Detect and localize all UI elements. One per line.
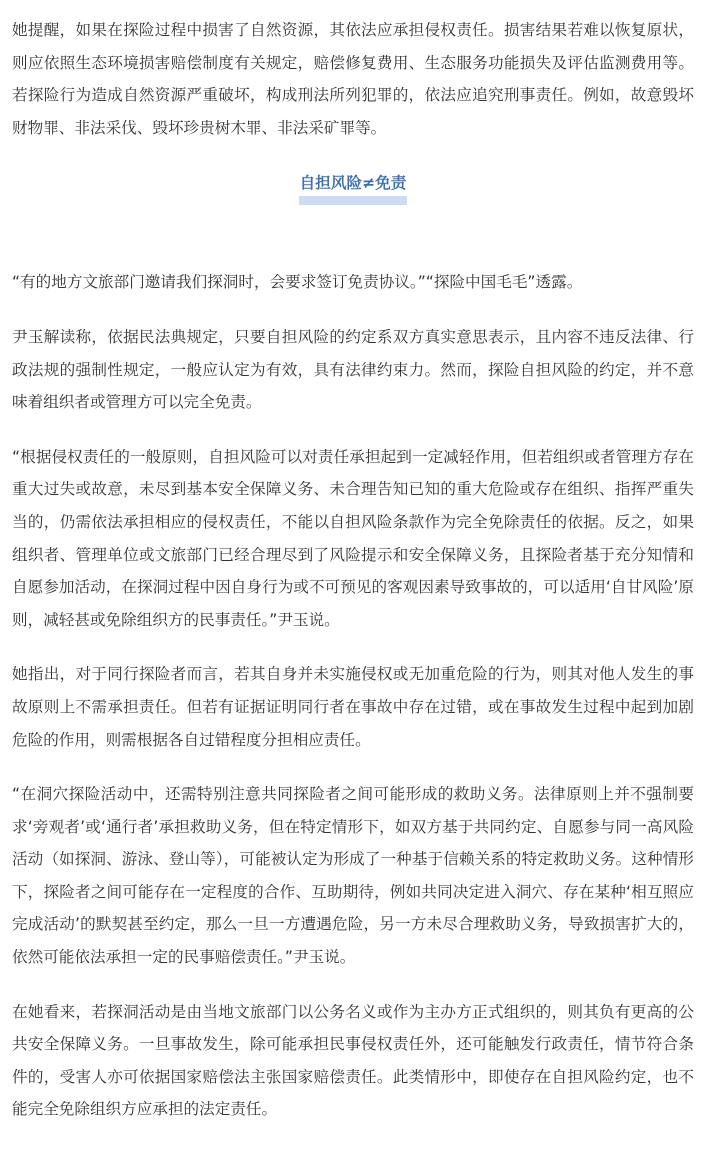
section-heading-title: 自担风险≠免责 xyxy=(299,174,407,193)
paragraph-civil-code: 尹玉解读称，依据民法典规定，只要自担风险的约定系双方真实意思表示，且内容不违反法律、行政法规的强制性规定，一般应认定为有效，具有法律约束力。然而，探险自担风险的约定，并不意味着组织者或管理方可以完全免责。 xyxy=(12,327,694,412)
intro-paragraph: 她提醒，如果在探险过程中损害了自然资源，其依法应承担侵权责任。损害结果若难以恢复原状，则应依照生态环境损害赔偿制度有关规定，赔偿修复费用、生态服务功能损失及评估监测费用等。若探险行为造成自然资源严重破坏，构成刑法所列犯罪的，依法应追究刑事责任。例如，故意毁坏财物罪、非法采伐、毁坏珍贵树木罪、非法采矿罪等。 xyxy=(12,21,694,137)
paragraph-tort-principle: “根据侵权责任的一般原则，自担风险可以对责任承担起到一定减轻作用，但若组织或者管理方存在重大过失或故意，未尽到基本安全保障义务、未合理告知已知的重大危险或存在组织、指挥严重失当的，仍需依法承担相应的侵权责任，不能以自担风险条款作为完全免除责任的依据。反之，如果组织者、管理单位或文旅部门已经合理尽到了风险提示和安全保障义务，且探险者基于充分知情和自愿参加活动，在探洞过程中因自身行为或不可预见的客观因素导致事故的，可以适用‘自甘风险’原则，减轻甚或免除组织方的民事责任。”尹玉说。 xyxy=(12,447,694,629)
paragraph-fellow-explorers: 她指出，对于同行探险者而言，若其自身并未实施侵权或无加重危险的行为，则其对他人发生的事故原则上不需承担责任。但若有证据证明同行者在事故中存在过错，或在事故发生过程中起到加剧危险的作用，则需根据各自过错程度分担相应责任。 xyxy=(12,665,694,749)
paragraph-quote-maomao: “有的地方文旅部门邀请我们探洞时，会要求签订免责协议。”“探险中国毛毛”透露。 xyxy=(12,273,583,292)
section-heading xyxy=(12,166,694,226)
article-body xyxy=(12,14,694,1126)
paragraph-rescue-duty: “在洞穴探险活动中，还需特别注意共同探险者之间可能形成的救助义务。法律原则上并不强制要求‘旁观者’或‘通行者’承担救助义务，但在特定情形下，如双方基于共同约定、自愿参与同一高风险活动（如探洞、游泳、登山等），可能被认定为形成了一种基于信赖关系的特定救助义务。这种情形下，探险者之间可能存在一定程度的合作、互助期待，例如共同决定进入洞穴、存在某种‘相互照应完成活动’的默契甚至约定，那么一旦一方遭遇危险，另一方未尽合理救助义务，导致损害扩大的，依然可能依法承担一定的民事赔偿责任。”尹玉说。 xyxy=(12,785,694,967)
paragraph-official-organizer: 在她看来，若探洞活动是由当地文旅部门以公务名义或作为主办方正式组织的，则其负有更高的公共安全保障义务。一旦事故发生，除可能承担民事侵权责任外，还可能触发行政责任，情节符合条件的，受害人亦可依据国家赔偿法主张国家赔偿责任。此类情形中，即使存在自担风险约定，也不能完全免除组织方应承担的法定责任。 xyxy=(12,1002,694,1119)
